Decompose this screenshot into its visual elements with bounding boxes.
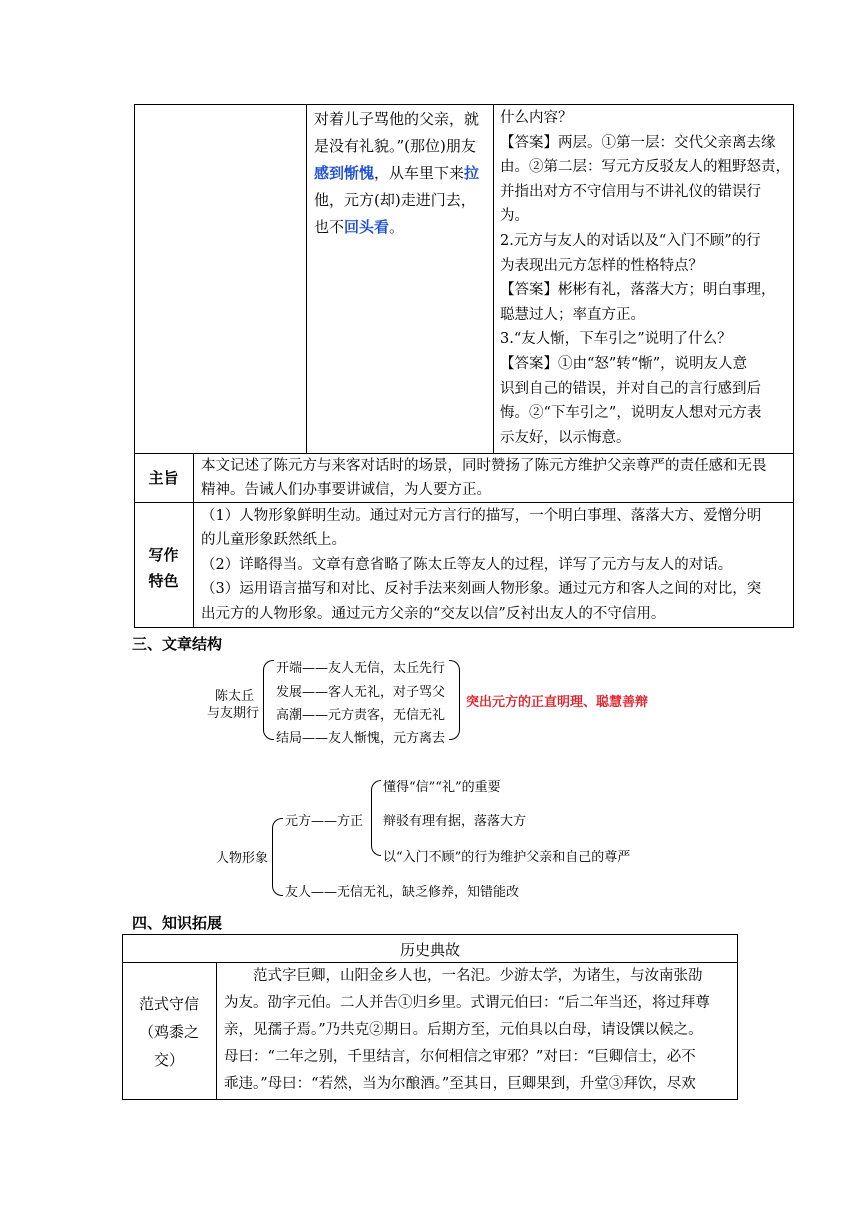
story-line: 为友。劭字元伯。二人并告①归乡里。式谓元伯曰：“后二年当还，将过拜尊 xyxy=(224,995,710,1011)
highlight-pull: 拉 xyxy=(464,164,480,182)
structure-conclusion: 突出元方的正直明理、聪慧善辩 xyxy=(466,695,649,710)
writing-feature-label xyxy=(134,542,193,594)
answer-line: 为。 xyxy=(500,208,529,225)
yuanfang-trait: 懂得“信”“礼”的重要 xyxy=(383,780,501,795)
history-table-header: 历史典故 xyxy=(399,941,460,959)
answer-line: 【答案】两层。①第一层：交代父亲离去缘 xyxy=(500,134,776,151)
writing-line: （1）人物形象鲜明生动。通过对元方言行的描写，一个明白事理、落落大方、爱憎分明 xyxy=(201,508,762,524)
writing-line: 出元方的人物形象。通过元方父亲的“交友以信”反衬出友人的不守信用。 xyxy=(201,605,666,622)
story-title-line: 交） xyxy=(153,1051,184,1069)
writing-label-line: 写作 xyxy=(148,546,179,564)
theme-line: 本文记述了陈元方与来客对话时的场景，同时赞扬了陈元方维护父亲尊严的责任感和无畏 xyxy=(201,458,767,474)
section-title-structure: 三、文章结构 xyxy=(132,635,223,653)
writing-line: （3）运用语言描写和对比、反衬手法来刻画人物形象。通过元方和客人之间的对比，突 xyxy=(201,581,762,598)
answer-line: 示友好，以示悔意。 xyxy=(500,429,631,446)
translation-text-4: 。 xyxy=(389,218,405,236)
answer-line: 悔。②“下车引之”，说明友人想对元方表 xyxy=(500,405,762,422)
story-line: 母曰：“二年之别，千里结言，尔何相信之审邪？”对曰：“巨卿信士，必不 xyxy=(224,1049,696,1065)
story-line: 范式字巨卿，山阳金乡人也，一名汜。少游太学，为诸生，与汝南张劭 xyxy=(224,968,703,984)
writing-feature-text xyxy=(201,504,791,626)
yuanfang-trait: 辩驳有理有据，落落大方 xyxy=(383,814,527,829)
writing-line: 的儿童形象跃然纸上。 xyxy=(201,532,346,549)
theme-line: 精神。告诫人们办事要讲诚信，为人要方正。 xyxy=(201,482,491,498)
questions-cell xyxy=(500,106,792,450)
translation-text-2: ，从车里下来 xyxy=(374,164,465,182)
writing-line: （2）详略得当。文章有意省略了陈太丘等友人的过程，详写了元方与友人的对话。 xyxy=(201,556,733,573)
writing-label-line: 特色 xyxy=(148,572,179,590)
story-title-line: （鸡黍之 xyxy=(138,1023,199,1041)
yuanfang-trait: 以“入门不顾”的行为维护父亲和自己的尊严 xyxy=(383,850,631,865)
diagram-root-line: 陈太丘 xyxy=(215,689,255,704)
story-title-line: 范式守信 xyxy=(138,995,199,1013)
answer-line: 识到自己的错误，并对自己的言行感到后 xyxy=(500,380,761,397)
yuanfang-node: 元方——方正 xyxy=(285,814,364,829)
diagram-root: 人物形象 xyxy=(216,851,269,866)
diagram-root-line: 与友期行 xyxy=(207,706,260,721)
answer-line: 并指出对方不守信用与不讲礼仪的错误行 xyxy=(500,183,761,200)
story-line: 亲，见孺子焉。”乃共克②期日。后期方至，元伯具以白母，请设馔以候之。 xyxy=(224,1022,703,1038)
plot-stage-item: 结局——友人惭愧，元方离去 xyxy=(276,731,446,746)
answer-line: 【答案】①由“怒”转“惭”，说明友人意 xyxy=(500,355,748,372)
answer-line: 聪慧过人；率直方正。 xyxy=(500,306,645,323)
story-title xyxy=(122,990,216,1074)
answer-line: 由。②第二层：写元方反驳友人的粗野怒责， xyxy=(500,159,790,176)
story-text xyxy=(224,963,736,1098)
answer-line: 【答案】彬彬有礼，落落大方；明白事理， xyxy=(500,282,776,299)
highlight-ashamed: 感到惭愧 xyxy=(314,164,375,182)
left-brace xyxy=(272,818,283,896)
highlight-look-back: 回头看 xyxy=(344,218,390,236)
story-line: 乖违。”母曰：“若然，当为尔酿酒。”至其日，巨卿果到，升堂③拜饮，尽欢 xyxy=(224,1076,696,1092)
translation-text-1: 对着儿子骂他的父亲，就是没有礼貌。”(那位)朋友 xyxy=(314,110,480,155)
question-line: 2.元方与友人的对话以及“入门不顾”的行 xyxy=(500,232,761,249)
translation-text-3: 他，元方(却)走进门去，也不 xyxy=(314,191,476,236)
plot-stage-item: 发展——客人无礼，对子骂父 xyxy=(276,685,446,700)
translation-cell xyxy=(314,106,490,241)
theme-text xyxy=(201,454,791,502)
left-brace xyxy=(263,660,274,740)
theme-label: 主旨 xyxy=(148,469,179,487)
question-line: 3.“友人惭，下车引之”说明了什么？ xyxy=(500,331,732,348)
friend-node: 友人——无信无礼，缺乏修养，知错能改 xyxy=(285,885,520,900)
plot-stage-item: 开端——友人无信，太丘先行 xyxy=(276,661,446,676)
plot-stage-item: 高潮——元方责客，无信无礼 xyxy=(276,708,446,723)
section-title-extension: 四、知识拓展 xyxy=(132,914,223,932)
question-line: 什么内容？ xyxy=(500,110,573,126)
right-brace xyxy=(449,660,460,740)
question-line: 为表现出元方怎样的性格特点？ xyxy=(500,257,703,274)
left-brace xyxy=(371,780,381,856)
